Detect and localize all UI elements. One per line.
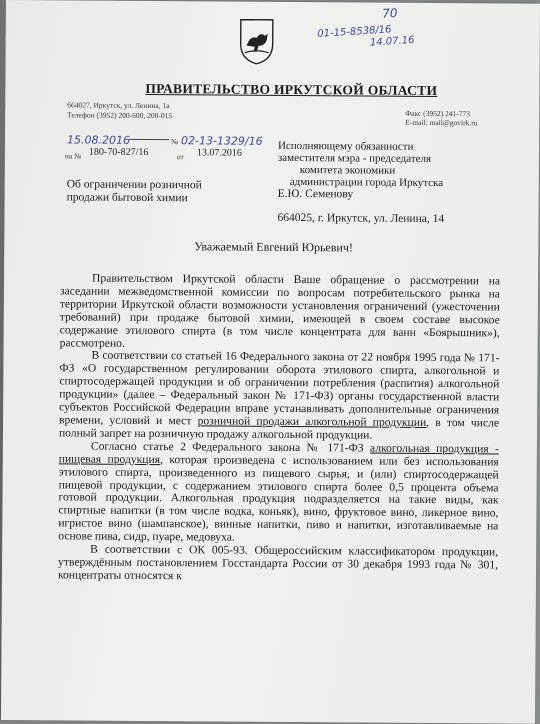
date-underline bbox=[129, 139, 169, 140]
addressee-line-4: администрации города Иркутска bbox=[289, 175, 444, 190]
outgoing-date: 15.08.2016 bbox=[66, 133, 131, 147]
paragraph-2-text: В соответствии со статьей 16 Федерального закона от 22 ноября 1995 года № 171-ФЗ «О государственном регулировании оборота этилового спирта, алкогольной и спиртосодержащей продукции и об ограничении потребления (распития) алкогольной продукции» (далее – Федеральный закон № 171-ФЗ) органы государственной власти субъектов Российской Федерации вправе устанавливать дополнительные ограничения времени, условий и мест bbox=[59, 349, 500, 428]
coat-of-arms-icon bbox=[237, 16, 277, 66]
paragraph-3 bbox=[58, 440, 499, 546]
paragraph-3-tail: , которая произведена с использованием или без использования этилового спирта, произведенного из пищевого сырья, и (или) спиртосодержащей пищевой продукции, с содержанием этилового спирта более 0,5 процента объема готовой продукции. Алкогольная продукция подразделяется на такие виды, как спиртные напитки (в том числе водка, коньяк), вино, фруктовое вино, ликерное вино, игристое вино (шампанское), винные напитки, пиво и напитки, изготавливаемые на основе пива, сидр, пуаре, медовуха. bbox=[58, 452, 499, 544]
letter-page bbox=[1, 0, 540, 724]
subject-line-1: Об ограничении розничной bbox=[66, 178, 202, 192]
addressee-line-3: комитета экономики bbox=[299, 164, 396, 177]
org-phone: Телефон (3952) 200-600, 200-015 bbox=[67, 110, 173, 121]
addressee-address: 664025, г. Иркутск, ул. Ленина, 14 bbox=[277, 211, 445, 226]
registration-date: 14.07.16 bbox=[369, 34, 415, 49]
reference-ot-label: от bbox=[176, 152, 184, 162]
paragraph-2 bbox=[59, 350, 500, 443]
org-address: 664027, Иркутск, ул. Ленина, 1а bbox=[67, 100, 170, 111]
addressee-line-1: Исполняющему обязанности bbox=[277, 139, 414, 153]
reference-na-value: 180-70-827/16 bbox=[88, 146, 149, 158]
addressee-name: Е.Ю. Семенову bbox=[277, 187, 354, 201]
subject-block bbox=[67, 178, 202, 204]
paragraph-2-underlined: розничной продажи алкогольной продукции bbox=[197, 414, 427, 429]
paragraph-3-underlined: алкогольная продукция - пищевая продукция bbox=[58, 441, 499, 466]
org-email: E-mail: mail@govirk.ru bbox=[405, 117, 478, 128]
subject-line-2: продажи бытовой химии bbox=[66, 190, 188, 204]
greeting: Уважаемый Евгений Юрьевич! bbox=[194, 239, 353, 255]
organization-title: ПРАВИТЕЛЬСТВО ИРКУТСКОЙ ОБЛАСТИ bbox=[145, 80, 438, 99]
letter-body bbox=[58, 272, 500, 585]
registration-number: 01-15-8538/16 bbox=[317, 24, 392, 40]
number-sign: № bbox=[170, 137, 179, 147]
paragraph-3-text: Согласно статье 2 Федерального закона № 171-ФЗ bbox=[90, 439, 371, 455]
addressee-line-2: заместителя мэра - председателя bbox=[277, 151, 432, 165]
top-number: 70 bbox=[381, 5, 398, 21]
outgoing-number: 02-13-1329/16 bbox=[180, 134, 263, 148]
reference-ot-value: 13.07.2016 bbox=[196, 147, 242, 159]
paragraph-1: Правительством Иркутской области Ваше обращение о рассмотрении на заседании межведомственной комиссии по вопросам потребительского рынка на территории Иркутской области возможности установления ограничений (ужесточении требований) при продаже бытовой химии, имеющей в своем составе высокое содержание этилового спирта (в том числе концентрата для ванн «Боярышник»), рассмотрено. bbox=[59, 271, 501, 350]
reference-na-label: на № bbox=[64, 151, 82, 161]
addressee-block bbox=[278, 140, 444, 189]
paragraph-4: В соответствии с ОК 005-93. Общероссийским классификатором продукции, утверждённым постановлением Госстандарта России от 30 декабря 1993 года № 301, концентраты относятся к bbox=[57, 542, 499, 583]
org-fax: Факс (3952) 241-773 bbox=[405, 108, 471, 119]
paragraph-2-tail: , в том числе полный запрет на розничную продажу алкогольной продукции. bbox=[58, 415, 500, 442]
